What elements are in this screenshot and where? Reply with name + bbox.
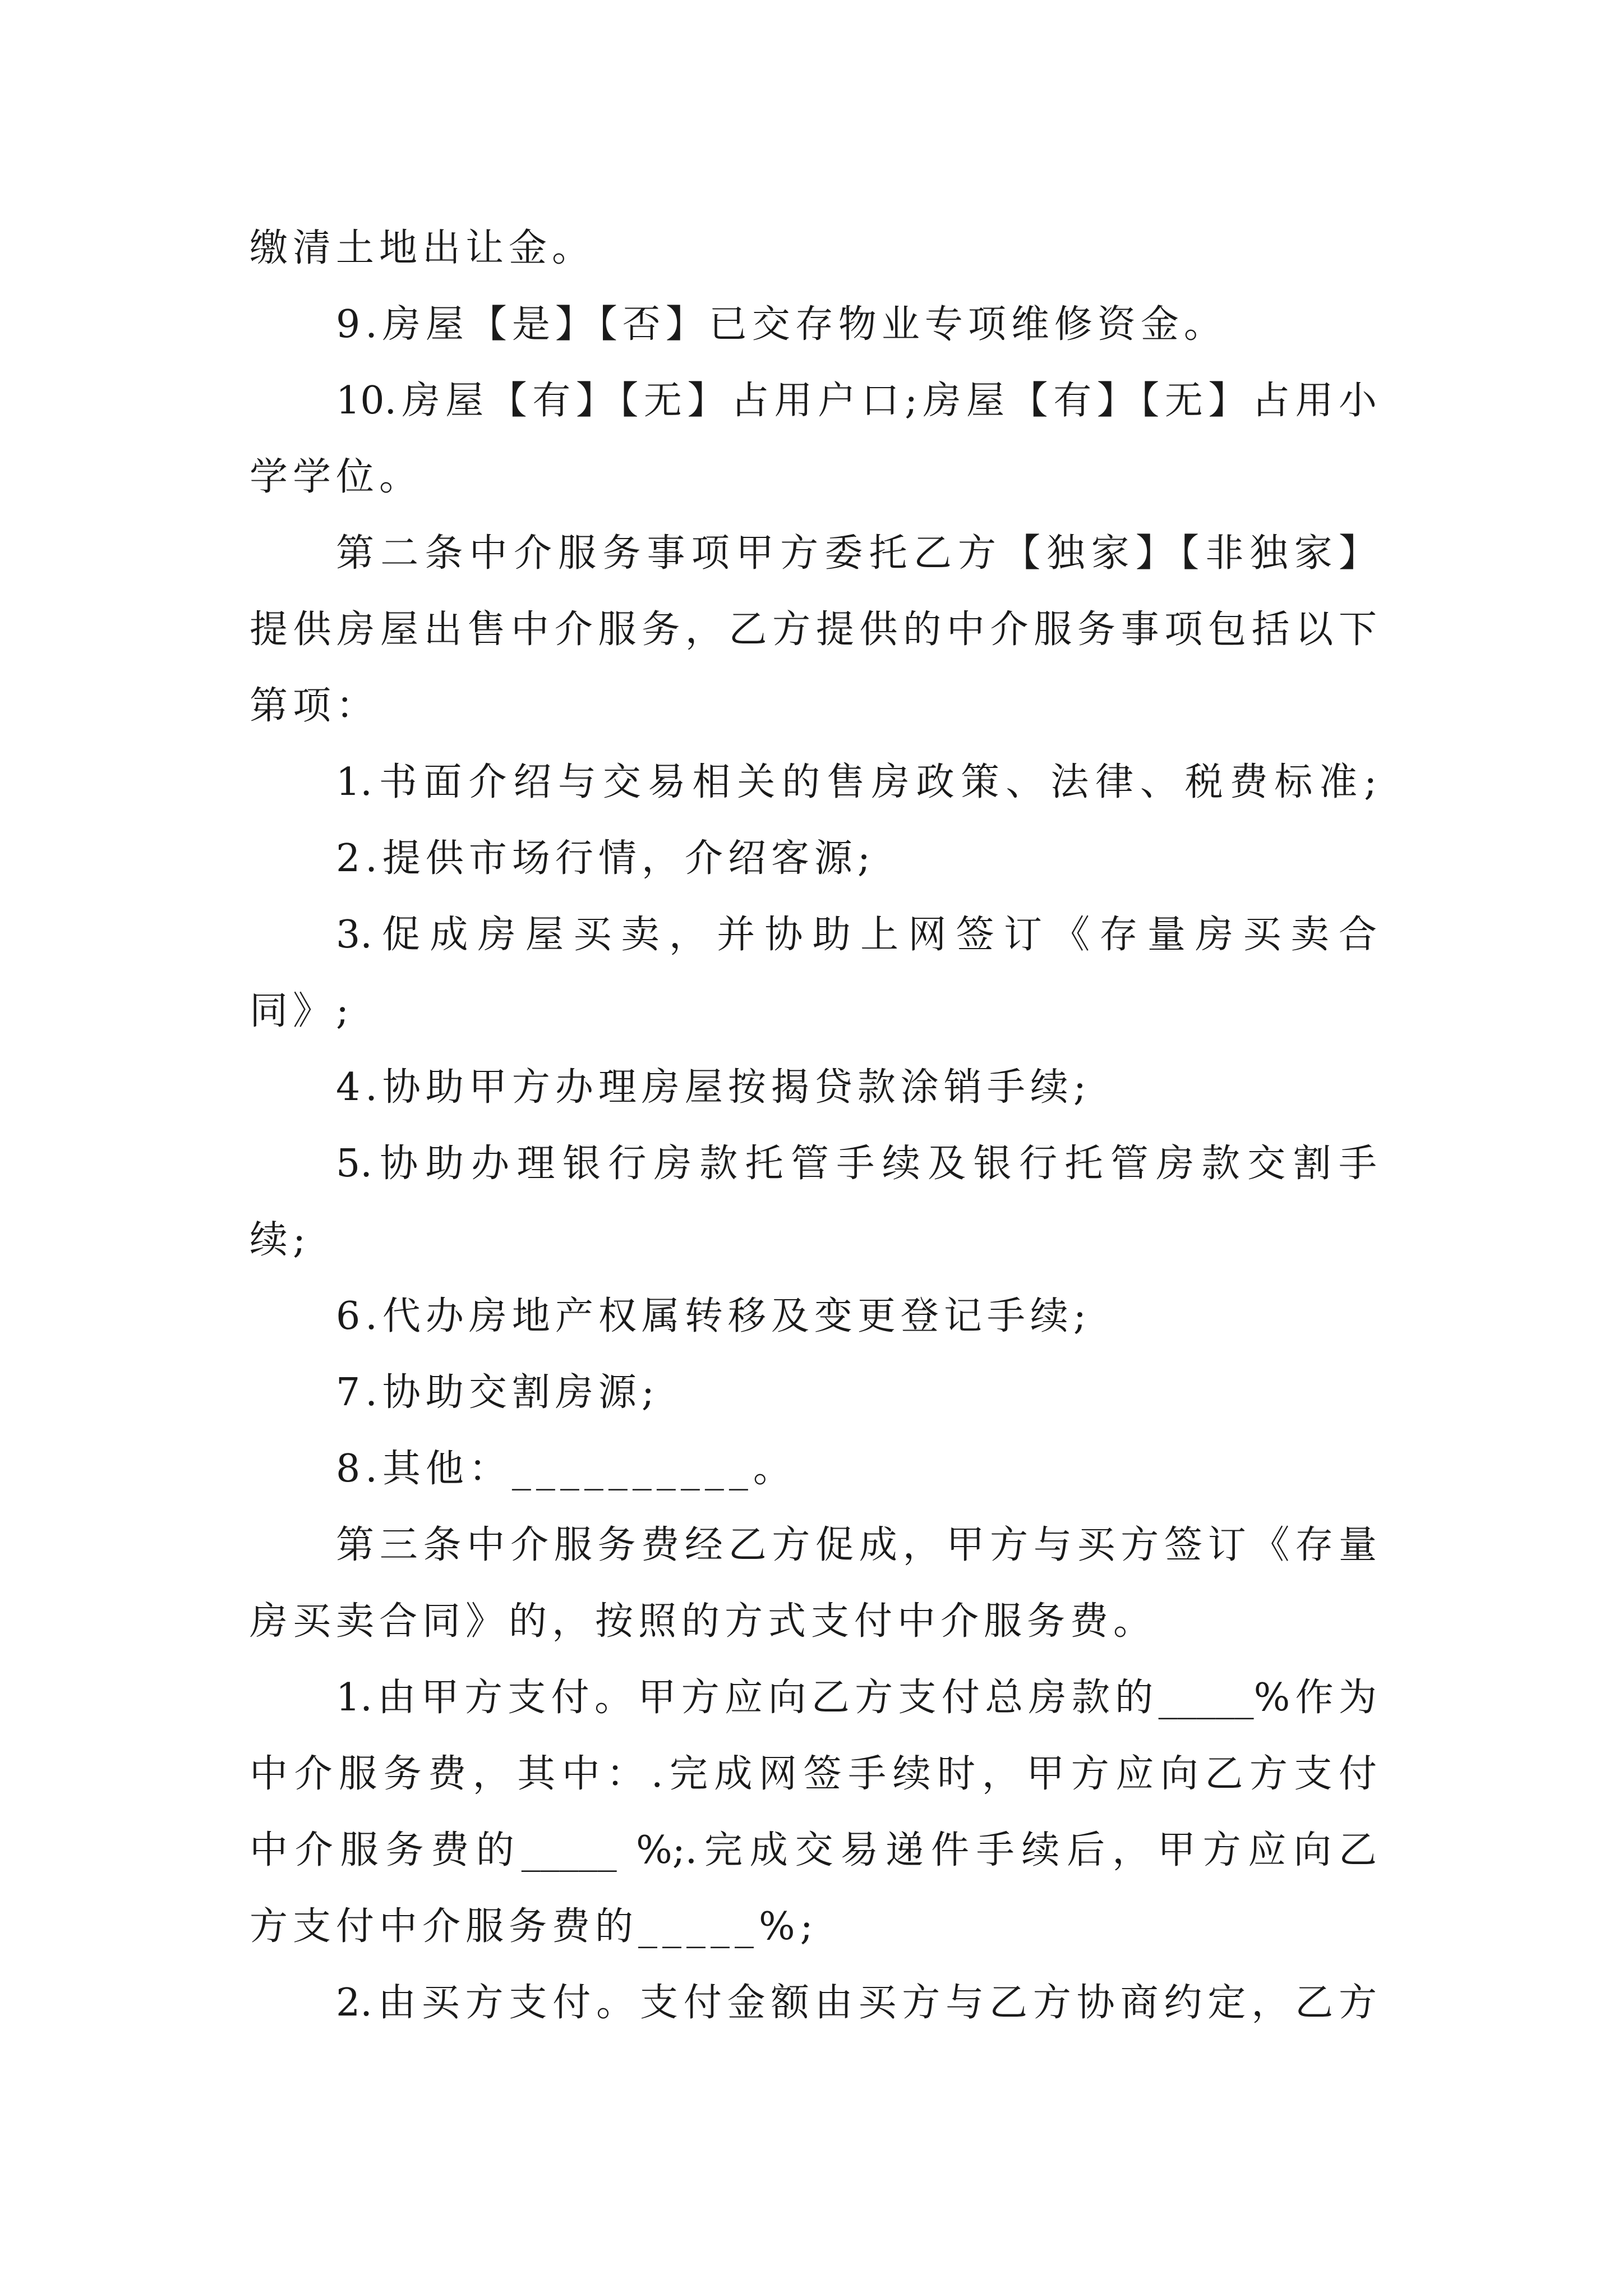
document-page [250,210,1377,2041]
text-line: 方支付中介服务费的_____%; [250,1904,818,1949]
list-item: 5.协助办理银行房款托管手续及银行托管房款交割手 [336,1142,1377,1186]
list-item: 1.由甲方支付。甲方应向乙方支付总房款的_____%作为 [336,1676,1377,1720]
text-line: 续; [250,1218,311,1262]
text-line: 同》; [250,989,354,1033]
text-line: 中介服务费的_____ %;.完成交易递件手续后，甲方应向乙 [250,1828,1377,1872]
text-line: 房买卖合同》的，按照的方式支付中介服务费。 [250,1599,1157,1644]
list-item: 7.协助交割房源; [336,1370,660,1415]
list-item: 6.代办房地产权属转移及变更登记手续; [336,1294,1091,1338]
article-heading-line: 第二条中介服务事项甲方委托乙方【独家】【非独家】 [336,531,1377,576]
text-line: 10.房屋【有】【无】占用户口;房屋【有】【无】占用小 [336,379,1377,423]
text-line: 提供房屋出售中介服务，乙方提供的中介服务事项包括以下 [250,608,1377,652]
list-item: 8.其他：__________。 [336,1447,796,1491]
list-item: 4.协助甲方办理房屋按揭贷款涂销手续; [336,1065,1091,1110]
text-line: 第项： [250,684,380,728]
text-line: 9.房屋【是】【否】已交存物业专项维修资金。 [336,302,1227,347]
article-heading-line: 第三条中介服务费经乙方促成，甲方与买方签订《存量 [336,1523,1377,1567]
list-item: 3.促成房屋买卖，并协助上网签订《存量房买卖合 [336,913,1377,957]
text-line: 学学位。 [250,455,423,499]
list-item: 2.提供市场行情，介绍客源; [336,836,875,881]
text-line: 中介服务费，其中：.完成网签手续时，甲方应向乙方支付 [250,1752,1377,1796]
list-item: 1.书面介绍与交易相关的售房政策、法律、税费标准; [336,760,1377,804]
text-line: 缴清土地出让金。 [250,226,596,270]
list-item: 2.由买方支付。支付金额由买方与乙方协商约定，乙方 [336,1981,1377,2025]
